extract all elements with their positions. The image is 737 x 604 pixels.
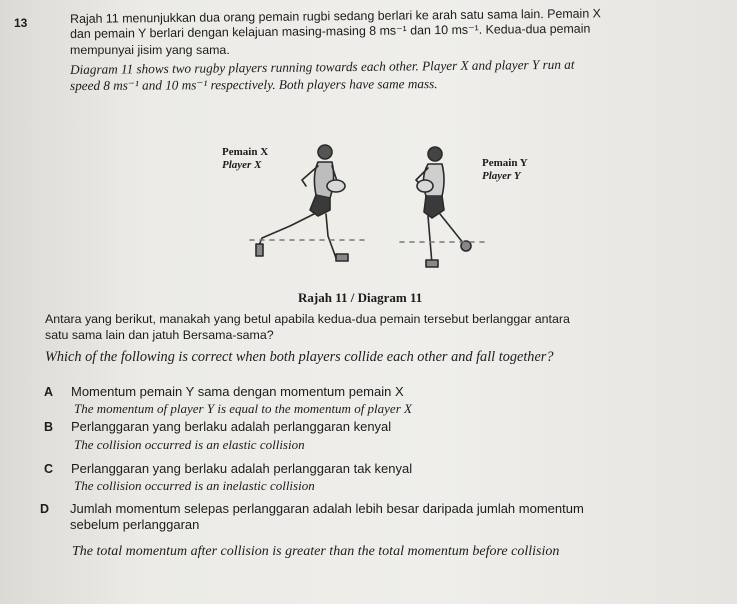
player-x-malay-label: Pemain X xyxy=(222,146,269,158)
question-malay-line-2: dan pemain Y berlari dengan kelajuan masing-masing 8 ms⁻¹ dan 10 ms⁻¹. Kedua-dua pemain xyxy=(70,21,591,41)
question-malay-line-3: mempunyai jisim yang sama. xyxy=(70,43,230,57)
option-a-english: The momentum of player Y is equal to the momentum of player X xyxy=(74,401,412,416)
player-x-sketch xyxy=(256,145,348,261)
player-y-sketch xyxy=(416,147,471,267)
question-malay-line-1: Rajah 11 menunjukkan dua orang pemain rugbi sedang berlari ke arah satu sama lain. Pemain X xyxy=(70,6,601,26)
question-number: 13 xyxy=(14,16,28,30)
option-c-malay: Perlanggaran yang berlaku adalah perlanggaran tak kenyal xyxy=(71,461,413,476)
option-b-malay: Perlanggaran yang berlaku adalah perlanggaran kenyal xyxy=(71,419,392,434)
player-y-label xyxy=(482,157,528,183)
option-b-english: The collision occurred is an elastic collision xyxy=(74,437,305,452)
option-d-malay-line-2: sebelum perlanggaran xyxy=(70,517,200,532)
figure-caption: Rajah 11 / Diagram 11 xyxy=(298,290,423,305)
prompt-english: Which of the following is correct when both players collide each other and fall together? xyxy=(45,349,554,365)
option-b-letter: B xyxy=(44,420,54,434)
option-a-malay: Momentum pemain Y sama dengan momentum pemain X xyxy=(71,384,404,399)
player-x-label xyxy=(222,146,268,172)
question-english-line-2: speed 8 ms⁻¹ and 10 ms⁻¹ respectively. Both players have same mass. xyxy=(69,76,438,93)
option-c-english: The collision occurred is an inelastic collision xyxy=(74,478,315,493)
option-a-letter: A xyxy=(44,385,54,399)
player-y-malay-label: Pemain Y xyxy=(482,157,528,169)
option-d-english: The total momentum after collision is greater than the total momentum before collision xyxy=(72,544,560,559)
option-c-letter: C xyxy=(44,462,54,476)
player-y-english-label: Player Y xyxy=(482,170,521,182)
prompt-malay-line-2: satu sama lain dan jatuh Bersama-sama? xyxy=(45,328,274,342)
option-d-malay-line-1: Jumlah momentum selepas perlanggaran adalah lebih besar daripada jumlah momentum xyxy=(70,501,584,516)
player-x-english-label: Player X xyxy=(222,159,262,171)
option-d-letter: D xyxy=(40,502,50,516)
question-english-line-1: Diagram 11 shows two rugby players running towards each other. Player X and player Y run at xyxy=(69,56,575,77)
prompt-malay-line-1: Antara yang berikut, manakah yang betul apabila kedua-dua pemain tersebut berlanggar antara xyxy=(45,312,570,326)
